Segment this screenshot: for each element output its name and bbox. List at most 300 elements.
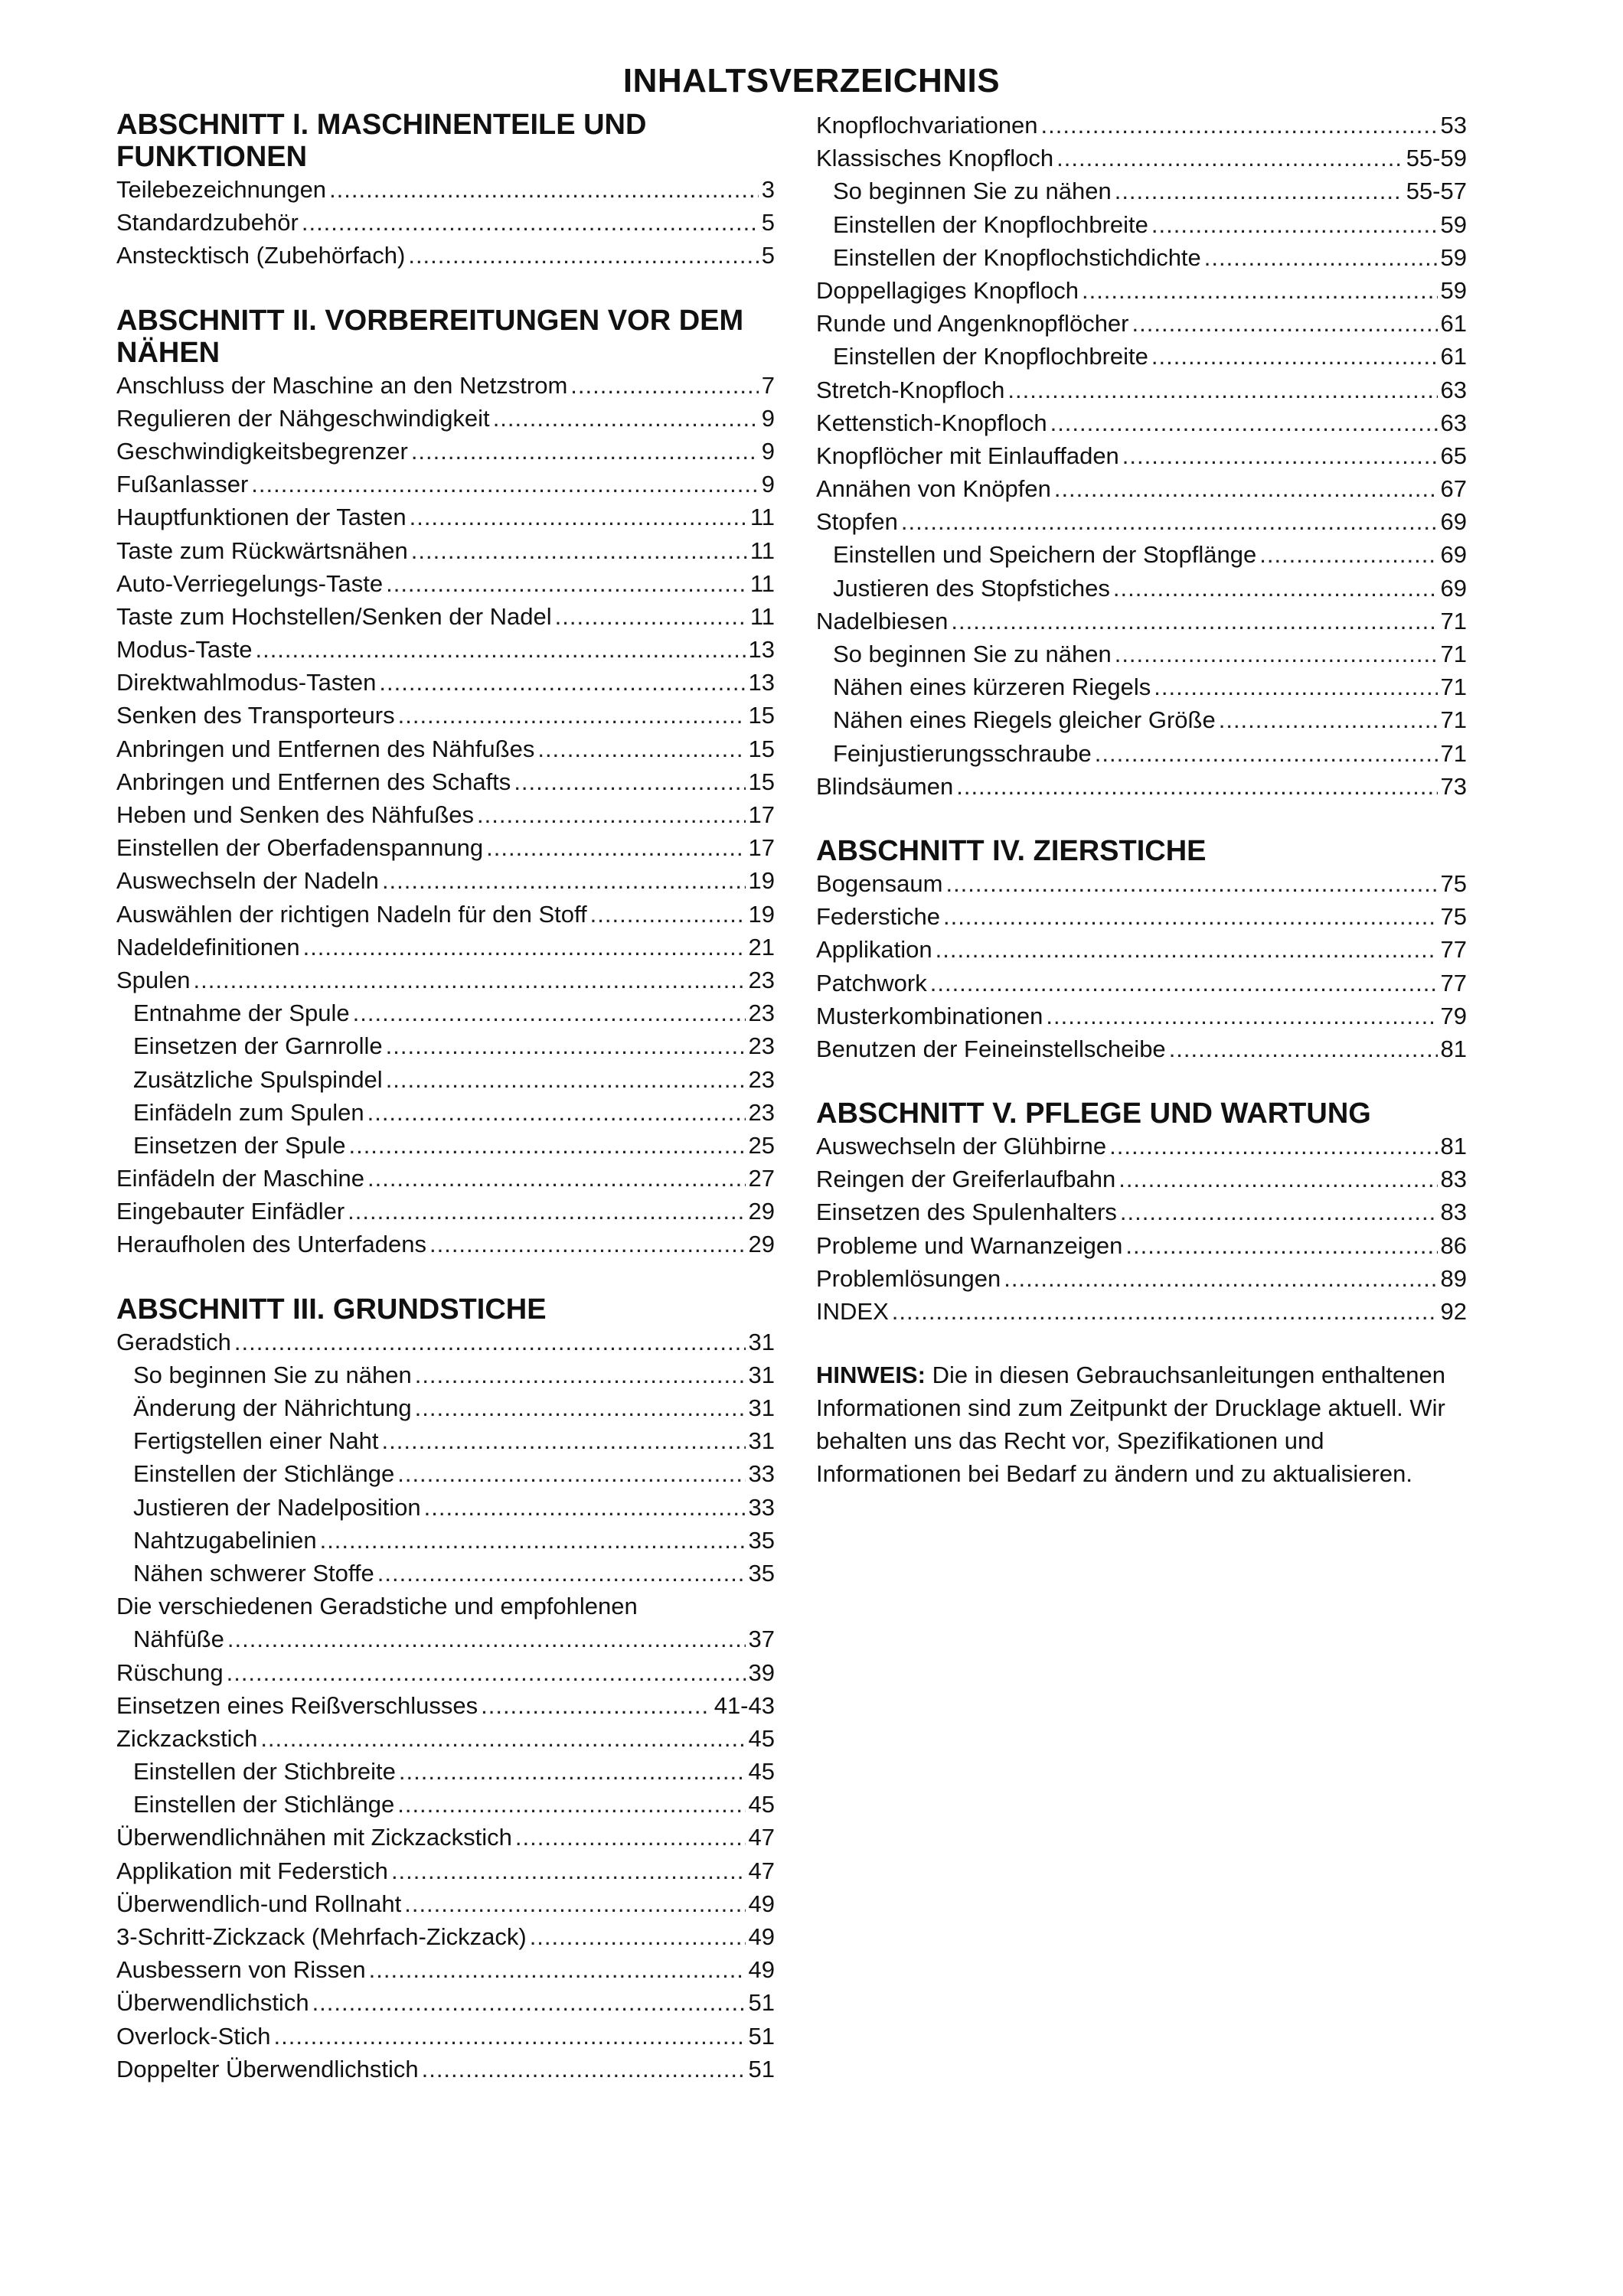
toc-entry-label: Reingen der Greiferlaufbahn bbox=[816, 1166, 1116, 1193]
toc-entry bbox=[816, 1295, 1467, 1328]
toc-entry-page: 11 bbox=[749, 536, 775, 564]
toc-entry-page: 27 bbox=[748, 1165, 775, 1192]
toc-entry bbox=[116, 1590, 775, 1623]
dot-leader bbox=[411, 534, 747, 567]
toc-entry bbox=[116, 1854, 775, 1887]
toc-entry-label: Nähfüße bbox=[133, 1626, 224, 1653]
toc-entry-page: 53 bbox=[1440, 112, 1467, 139]
dot-leader bbox=[320, 1524, 746, 1557]
toc-entry-label: Rüschung bbox=[116, 1658, 224, 1686]
section-heading: ABSCHNITT II. VORBEREITUNGEN VOR DEM NÄHEN bbox=[116, 304, 744, 369]
dot-leader bbox=[1082, 274, 1438, 307]
toc-entry-label: Applikation mit Federstich bbox=[116, 1857, 388, 1884]
toc-entry-page: 17 bbox=[748, 834, 775, 862]
toc-entry-page: 63 bbox=[1440, 409, 1467, 436]
note-paragraph bbox=[816, 1358, 1467, 1490]
toc-entry bbox=[116, 1557, 775, 1590]
toc-entry-label: Einstellen der Oberfadenspannung bbox=[116, 834, 484, 862]
toc-entry bbox=[816, 1163, 1467, 1195]
toc-entry bbox=[116, 1391, 775, 1424]
toc-entry bbox=[116, 1920, 775, 1953]
toc-entry-label: Einstellen der Stichlänge bbox=[133, 1460, 395, 1488]
dot-leader bbox=[353, 996, 746, 1029]
toc-entry-label: Auswählen der richtigen Nadeln für den Stoff bbox=[116, 900, 587, 928]
dot-leader bbox=[348, 1129, 745, 1162]
dot-leader bbox=[274, 2020, 746, 2053]
page-title: INHALTSVERZEICHNIS bbox=[622, 62, 1001, 99]
dot-leader bbox=[1115, 174, 1403, 207]
toc-entry-label: Senken des Transporteurs bbox=[116, 702, 395, 729]
toc-entry-page: 63 bbox=[1440, 376, 1467, 403]
toc-entry bbox=[816, 505, 1467, 538]
toc-entry bbox=[116, 2020, 775, 2053]
dot-leader bbox=[570, 369, 758, 402]
toc-entry-page: 15 bbox=[748, 735, 775, 762]
dot-leader bbox=[892, 1295, 1438, 1328]
dot-leader bbox=[411, 435, 759, 468]
dot-leader bbox=[1125, 1229, 1437, 1262]
toc-entry-page: 77 bbox=[1440, 969, 1467, 996]
toc-entry-label: Ausbessern von Rissen bbox=[116, 1956, 366, 1984]
toc-entry-page: 92 bbox=[1440, 1298, 1467, 1325]
toc-entry-label: Geradstich bbox=[116, 1328, 231, 1355]
toc-entry bbox=[116, 1326, 775, 1358]
toc-entry bbox=[116, 435, 775, 468]
toc-entry bbox=[116, 699, 775, 732]
dot-leader bbox=[1204, 241, 1438, 274]
toc-entry-label: So beginnen Sie zu nähen bbox=[133, 1361, 412, 1388]
toc-entry-label: Benutzen der Feineinstellscheibe bbox=[816, 1035, 1166, 1062]
dot-leader bbox=[415, 1358, 746, 1391]
toc-entry-page: 71 bbox=[1440, 706, 1467, 734]
toc-entry bbox=[116, 173, 775, 206]
toc-entry-label: Runde und Angenknopflöcher bbox=[816, 310, 1129, 338]
dot-leader bbox=[386, 1029, 746, 1062]
toc-entry-page: 47 bbox=[748, 1824, 775, 1851]
toc-entry bbox=[116, 964, 775, 996]
toc-entry bbox=[116, 1953, 775, 1986]
dot-leader bbox=[530, 1920, 746, 1953]
dot-leader bbox=[382, 864, 746, 897]
toc-entry-label: Überwendlich-und Rollnaht bbox=[116, 1890, 402, 1917]
toc-entry-label: Overlock-Stich bbox=[116, 2022, 271, 2050]
toc-entry-page: 37 bbox=[748, 1626, 775, 1653]
toc-entry bbox=[116, 798, 775, 831]
toc-entry bbox=[816, 174, 1467, 207]
toc-entry-page: 49 bbox=[748, 1923, 775, 1950]
toc-entry-page: 3 bbox=[761, 176, 775, 203]
toc-entry-label: Blindsäumen bbox=[816, 772, 954, 800]
dot-leader bbox=[234, 1326, 746, 1358]
toc-entry bbox=[816, 1000, 1467, 1032]
dot-leader bbox=[590, 898, 746, 931]
toc-entry-page: 69 bbox=[1440, 541, 1467, 569]
toc-entry-page: 83 bbox=[1440, 1166, 1467, 1193]
toc-entry-page: 31 bbox=[748, 1328, 775, 1355]
toc-entry bbox=[116, 206, 775, 239]
toc-entry-page: 5 bbox=[761, 242, 775, 269]
toc-entry bbox=[116, 1689, 775, 1722]
dot-leader bbox=[312, 1986, 746, 2019]
toc-entry-page: 11 bbox=[749, 504, 775, 531]
dot-leader bbox=[1054, 472, 1438, 505]
toc-entry-label: Heben und Senken des Nähfußes bbox=[116, 801, 475, 828]
toc-entry-page: 41-43 bbox=[714, 1691, 775, 1719]
dot-leader bbox=[1050, 406, 1438, 439]
toc-entry-page: 69 bbox=[1440, 574, 1467, 602]
toc-entry-label: Spulen bbox=[116, 966, 191, 993]
dot-leader bbox=[382, 1424, 746, 1457]
toc-entry-label: Änderung der Nährichtung bbox=[133, 1394, 412, 1421]
dot-leader bbox=[303, 931, 746, 964]
toc-entry-label: Einstellen und Speichern der Stopflänge bbox=[833, 541, 1257, 569]
toc-entry-label: Einstellen der Knopflochbreite bbox=[833, 343, 1148, 370]
toc-entry bbox=[116, 2053, 775, 2086]
toc-entry-page: 49 bbox=[748, 1956, 775, 1984]
toc-entry-label: Auto-Verriegelungs-Taste bbox=[116, 569, 384, 597]
toc-entry-label: Eingebauter Einfädler bbox=[116, 1198, 345, 1225]
dot-leader bbox=[399, 1755, 746, 1788]
dot-leader bbox=[255, 633, 745, 666]
dot-leader bbox=[514, 765, 745, 798]
toc-entry-label: Stopfen bbox=[816, 508, 898, 536]
toc-entry-page: 47 bbox=[748, 1857, 775, 1884]
toc-entry bbox=[116, 633, 775, 666]
toc-entry-page: 35 bbox=[748, 1559, 775, 1587]
toc-entry-label: Standardzubehör bbox=[116, 209, 299, 236]
toc-entry bbox=[816, 241, 1467, 274]
toc-entry bbox=[116, 831, 775, 864]
toc-entry-label: Zickzackstich bbox=[116, 1724, 258, 1752]
dot-leader bbox=[260, 1722, 745, 1755]
toc-entry-page: 75 bbox=[1440, 903, 1467, 931]
toc-entry-page: 55-59 bbox=[1406, 145, 1467, 172]
toc-entry bbox=[116, 1788, 775, 1821]
toc-entry bbox=[816, 439, 1467, 472]
toc-entry-page: 23 bbox=[748, 1000, 775, 1027]
toc-entry-page: 71 bbox=[1440, 641, 1467, 667]
toc-entry bbox=[116, 567, 775, 600]
toc-entry bbox=[816, 307, 1467, 340]
dot-leader bbox=[1169, 1032, 1438, 1065]
toc-entry bbox=[116, 402, 775, 435]
toc-entry-label: Taste zum Rückwärtsnähen bbox=[116, 536, 408, 564]
dot-leader bbox=[386, 567, 747, 600]
dot-leader bbox=[555, 600, 747, 633]
toc-entry-page: 45 bbox=[748, 1758, 775, 1786]
toc-entry-page: 49 bbox=[748, 1890, 775, 1917]
toc-entry bbox=[116, 1358, 775, 1391]
toc-entry bbox=[116, 864, 775, 897]
toc-entry-label: Einstellen der Knopflochstichdichte bbox=[833, 243, 1201, 271]
toc-entry-label: Geschwindigkeitsbegrenzer bbox=[116, 437, 408, 465]
dot-leader bbox=[1113, 572, 1438, 605]
dot-leader bbox=[329, 173, 759, 206]
toc-entry-page: 33 bbox=[748, 1493, 775, 1521]
toc-entry-label: Einsetzen der Spule bbox=[133, 1131, 346, 1159]
toc-entry-label: Einstellen der Stichbreite bbox=[133, 1758, 396, 1786]
toc-entry-page: 61 bbox=[1440, 310, 1467, 338]
toc-entry-page: 59 bbox=[1440, 243, 1467, 271]
toc-entry-page: 23 bbox=[748, 1065, 775, 1093]
toc-entry-page: 69 bbox=[1440, 508, 1467, 536]
toc-entry-page: 13 bbox=[748, 669, 775, 696]
toc-entry bbox=[116, 1491, 775, 1524]
toc-entry bbox=[116, 666, 775, 699]
toc-entry-label: Knopflöcher mit Einlauffaden bbox=[816, 442, 1119, 469]
dot-leader bbox=[367, 1162, 746, 1195]
toc-entry bbox=[116, 1755, 775, 1788]
toc-entry-label: Einsetzen eines Reißverschlusses bbox=[116, 1691, 478, 1719]
toc-entry-label: Klassisches Knopfloch bbox=[816, 145, 1054, 172]
toc-entry bbox=[116, 1162, 775, 1195]
toc-entry-label: Patchwork bbox=[816, 969, 927, 996]
dot-leader bbox=[1056, 142, 1403, 174]
toc-entry-label: Auswechseln der Glühbirne bbox=[816, 1133, 1107, 1160]
toc-entry-label: Überwendlichstich bbox=[116, 1989, 309, 2017]
toc-entry bbox=[116, 1524, 775, 1557]
dot-leader bbox=[930, 967, 1438, 1000]
toc-entry-label: Nadelbiesen bbox=[816, 607, 949, 634]
toc-entry bbox=[116, 1063, 775, 1096]
dot-leader bbox=[302, 206, 759, 239]
toc-entry-page: 23 bbox=[748, 1032, 775, 1060]
toc-entry-label: Direktwahlmodus-Tasten bbox=[116, 669, 377, 696]
toc-entry-page: 71 bbox=[1440, 673, 1467, 701]
note-label: HINWEIS: bbox=[816, 1362, 926, 1389]
note-text: Die in diesen Gebrauchsanleitungen enthaltenen Informationen sind zum Zeitpunkt der Drucklage aktuell. Wir behalten uns das Recht vor, Spezifikationen und Informationen bei Bedarf zu ändern und zu aktualisieren. bbox=[816, 1362, 1445, 1488]
toc-entry-page: 59 bbox=[1440, 210, 1467, 238]
toc-entry-label: INDEX bbox=[816, 1298, 889, 1325]
toc-entry-page: 19 bbox=[748, 867, 775, 895]
toc-entry-page: 7 bbox=[761, 371, 775, 399]
toc-entry-page: 81 bbox=[1440, 1133, 1467, 1160]
dot-leader bbox=[943, 900, 1438, 933]
dot-leader bbox=[1120, 1195, 1438, 1228]
toc-entry-label: Entnahme der Spule bbox=[133, 1000, 350, 1027]
dot-leader bbox=[379, 666, 745, 699]
dot-leader bbox=[369, 1953, 746, 1986]
toc-entry bbox=[116, 534, 775, 567]
dot-leader bbox=[1109, 1130, 1437, 1163]
toc-entry-page: 65 bbox=[1440, 442, 1467, 469]
toc-entry-page: 23 bbox=[748, 1098, 775, 1126]
toc-left-column bbox=[116, 109, 775, 2086]
toc-entry bbox=[116, 501, 775, 533]
toc-entry-label: Feinjustierungsschraube bbox=[833, 739, 1092, 767]
toc-entry-label: So beginnen Sie zu nähen bbox=[833, 178, 1112, 205]
toc-entry bbox=[116, 1722, 775, 1755]
toc-entry bbox=[816, 933, 1467, 966]
toc-entry bbox=[116, 996, 775, 1029]
toc-entry-page: 11 bbox=[749, 602, 775, 630]
toc-entry-page: 11 bbox=[749, 569, 775, 597]
dot-leader bbox=[398, 699, 746, 732]
dot-leader bbox=[415, 1391, 746, 1424]
toc-entry bbox=[816, 1195, 1467, 1228]
toc-entry-page: 19 bbox=[748, 900, 775, 928]
toc-entry-label: Nähen eines kürzeren Riegels bbox=[833, 673, 1151, 701]
toc-entry-page: 5 bbox=[761, 209, 775, 236]
toc-entry bbox=[116, 931, 775, 964]
dot-leader bbox=[422, 2053, 746, 2086]
toc-entry-page: 71 bbox=[1440, 607, 1467, 634]
toc-entry bbox=[116, 1623, 775, 1655]
dot-leader bbox=[1122, 439, 1438, 472]
toc-entry-label: Einfädeln zum Spulen bbox=[133, 1098, 364, 1126]
toc-entry-label: Fußanlasser bbox=[116, 471, 249, 498]
dot-leader bbox=[1151, 340, 1438, 373]
toc-entry bbox=[116, 468, 775, 501]
toc-entry-label: Einsetzen der Garnrolle bbox=[133, 1032, 383, 1060]
toc-entry bbox=[816, 142, 1467, 174]
toc-entry-label: Stretch-Knopfloch bbox=[816, 376, 1005, 403]
toc-entry-page: 51 bbox=[748, 1989, 775, 2017]
toc-entry-label: Hauptfunktionen der Tasten bbox=[116, 504, 407, 531]
toc-entry-label: So beginnen Sie zu nähen bbox=[833, 641, 1112, 667]
toc-entry-label: Problemlösungen bbox=[816, 1264, 1001, 1292]
toc-entry-page: 31 bbox=[748, 1394, 775, 1421]
toc-entry bbox=[816, 967, 1467, 1000]
toc-entry-page: 33 bbox=[748, 1460, 775, 1488]
toc-entry-page: 25 bbox=[748, 1131, 775, 1159]
toc-entry-label: Applikation bbox=[816, 936, 932, 964]
toc-entry-page: 15 bbox=[748, 768, 775, 795]
toc-entry bbox=[816, 572, 1467, 605]
toc-entry-page: 23 bbox=[748, 966, 775, 993]
dot-leader bbox=[1041, 109, 1438, 142]
dot-leader bbox=[424, 1491, 746, 1524]
toc-entry bbox=[816, 1262, 1467, 1295]
toc-entry bbox=[116, 1129, 775, 1162]
toc-entry bbox=[116, 239, 775, 272]
toc-entry-page: 59 bbox=[1440, 276, 1467, 304]
dot-leader bbox=[408, 239, 758, 272]
toc-entry-label: Annähen von Knöpfen bbox=[816, 475, 1051, 503]
toc-entry-page: 55-57 bbox=[1406, 178, 1467, 205]
toc-entry-label: Fertigstellen einer Naht bbox=[133, 1427, 379, 1455]
toc-entry bbox=[816, 670, 1467, 703]
toc-entry bbox=[116, 1986, 775, 2019]
toc-entry-label: Zusätzliche Spulspindel bbox=[133, 1065, 383, 1093]
toc-entry-page: 71 bbox=[1440, 739, 1467, 767]
toc-entry-label: Überwendlichnähen mit Zickzackstich bbox=[116, 1824, 512, 1851]
toc-entry bbox=[116, 1457, 775, 1490]
toc-entry-page: 9 bbox=[761, 404, 775, 432]
toc-entry bbox=[116, 1029, 775, 1062]
toc-entry bbox=[116, 1228, 775, 1261]
dot-leader bbox=[1132, 307, 1438, 340]
toc-entry-label: Anbringen und Entfernen des Nähfußes bbox=[116, 735, 535, 762]
toc-entry-label: Taste zum Hochstellen/Senken der Nadel bbox=[116, 602, 552, 630]
section-heading: ABSCHNITT V. PFLEGE UND WARTUNG bbox=[816, 1097, 1371, 1130]
toc-entry-page: 73 bbox=[1440, 772, 1467, 800]
toc-entry bbox=[116, 1821, 775, 1854]
toc-entry-label: Teilebezeichnungen bbox=[116, 176, 327, 203]
dot-leader bbox=[386, 1063, 746, 1096]
toc-entry bbox=[116, 898, 775, 931]
toc-entry-label: Heraufholen des Unterfadens bbox=[116, 1231, 426, 1258]
toc-entry bbox=[816, 900, 1467, 933]
toc-entry-label: Doppellagiges Knopfloch bbox=[816, 276, 1079, 304]
toc-entry bbox=[816, 770, 1467, 803]
dot-leader bbox=[367, 1096, 746, 1129]
toc-entry-label: Auswechseln der Nadeln bbox=[116, 867, 379, 895]
dot-leader bbox=[397, 1457, 745, 1490]
toc-entry bbox=[816, 472, 1467, 505]
toc-entry-label: 3-Schritt-Zickzack (Mehrfach-Zickzack) bbox=[116, 1923, 527, 1950]
dot-leader bbox=[515, 1821, 746, 1854]
toc-entry-label: Justieren des Stopfstiches bbox=[833, 574, 1110, 602]
toc-entry-label: Federstiche bbox=[816, 903, 940, 931]
toc-entry-label: Einsetzen des Spulenhalters bbox=[816, 1199, 1117, 1226]
toc-entry-page: 29 bbox=[748, 1198, 775, 1225]
dot-leader bbox=[1046, 1000, 1437, 1032]
toc-entry bbox=[816, 1032, 1467, 1065]
toc-entry-label: Nähen schwerer Stoffe bbox=[133, 1559, 374, 1587]
toc-entry-label: Justieren der Nadelposition bbox=[133, 1493, 421, 1521]
toc-entry-page: 79 bbox=[1440, 1002, 1467, 1029]
dot-leader bbox=[348, 1195, 745, 1228]
toc-entry-page: 89 bbox=[1440, 1264, 1467, 1292]
dot-leader bbox=[945, 867, 1437, 900]
toc-entry-label: Knopflochvariationen bbox=[816, 112, 1038, 139]
toc-entry-page: 83 bbox=[1440, 1199, 1467, 1226]
dot-leader bbox=[1259, 538, 1437, 571]
toc-right-column bbox=[816, 109, 1467, 1490]
dot-leader bbox=[1219, 703, 1438, 736]
toc-entry bbox=[816, 605, 1467, 638]
toc-entry-label: Einfädeln der Maschine bbox=[116, 1165, 364, 1192]
dot-leader bbox=[429, 1228, 746, 1261]
toc-entry-label: Anstecktisch (Zubehörfach) bbox=[116, 242, 406, 269]
toc-entry-page: 9 bbox=[761, 437, 775, 465]
dot-leader bbox=[1118, 1163, 1437, 1195]
dot-leader bbox=[1115, 638, 1438, 670]
toc-entry bbox=[816, 406, 1467, 439]
dot-leader bbox=[404, 1887, 745, 1920]
dot-leader bbox=[1007, 373, 1437, 406]
toc-entry bbox=[816, 1229, 1467, 1262]
toc-entry bbox=[116, 765, 775, 798]
dot-leader bbox=[901, 505, 1438, 538]
dot-leader bbox=[227, 1623, 746, 1655]
toc-entry bbox=[116, 1096, 775, 1129]
toc-entry-page: 77 bbox=[1440, 936, 1467, 964]
toc-entry-label: Anbringen und Entfernen des Schafts bbox=[116, 768, 511, 795]
toc-entry-page: 81 bbox=[1440, 1035, 1467, 1062]
toc-entry bbox=[116, 1887, 775, 1920]
toc-entry-page: 21 bbox=[748, 933, 775, 960]
dot-leader bbox=[537, 732, 745, 765]
toc-entry-label: Bogensaum bbox=[816, 869, 943, 897]
toc-entry bbox=[116, 1424, 775, 1457]
toc-entry bbox=[816, 867, 1467, 900]
dot-leader bbox=[1095, 737, 1438, 770]
toc-entry bbox=[116, 1195, 775, 1228]
toc-entry-page: 45 bbox=[748, 1724, 775, 1752]
section-heading: ABSCHNITT IV. ZIERSTICHE bbox=[816, 834, 1207, 867]
toc-entry-label: Probleme und Warnanzeigen bbox=[816, 1231, 1123, 1259]
dot-leader bbox=[951, 605, 1437, 638]
toc-entry-label: Regulieren der Nähgeschwindigkeit bbox=[116, 404, 490, 432]
toc-entry bbox=[116, 600, 775, 633]
toc-entry bbox=[116, 732, 775, 765]
toc-entry bbox=[816, 1130, 1467, 1163]
toc-entry-page: 13 bbox=[748, 636, 775, 664]
dot-leader bbox=[486, 831, 745, 864]
toc-entry-page: 35 bbox=[748, 1526, 775, 1554]
